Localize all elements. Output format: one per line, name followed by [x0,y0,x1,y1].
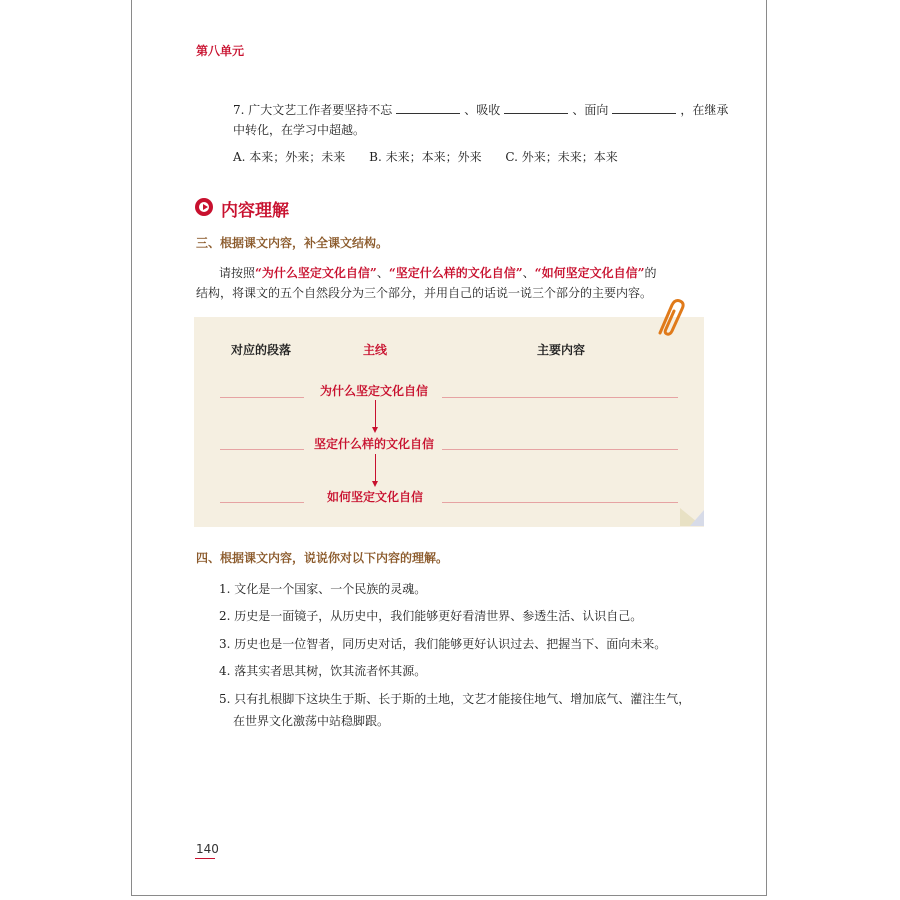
flow-line-2 [375,454,376,482]
question-3-intro [219,262,657,284]
mainline-what: 坚定什么样的文化自信 [314,437,435,451]
page-number: 140 [196,842,219,856]
paragraph-blank-3[interactable] [220,502,304,503]
intro-start: 请按照 [219,266,256,280]
content-blank-2[interactable] [442,449,678,450]
question-7 [233,99,728,121]
phrase-why: “为什么坚定文化自信” [255,266,377,280]
q7-line-2: 中转化，在学习中超越。 [233,123,366,137]
list-item: 2. 历史是一面镜子，从历史中，我们能够更好看清世界、参透生活、认识自己。 [219,609,643,623]
option-b[interactable]: B. 未来；本来；外来 [369,150,482,164]
intro-sep-2: 、 [522,266,535,280]
list-item: 4. 落其实者思其树，饮其流者怀其源。 [219,664,427,678]
q7-number: 7. [233,103,245,117]
list-item: 5. 只有扎根脚下这块生于斯、长于斯的土地，文艺才能接住地气、增加底气、灌注生气， [219,692,691,706]
question-4-heading: 四、根据课文内容，说说你对以下内容的理解。 [196,551,449,565]
blank-2[interactable] [504,99,568,114]
down-arrow-icon [372,427,378,433]
blank-3[interactable] [612,99,676,114]
down-arrow-icon [372,481,378,487]
unit-label: 第八单元 [196,44,245,58]
col-header-content: 主要内容 [537,343,586,357]
q7-text-3: 、面向 [572,103,609,117]
list-item: 3. 历史也是一位智者，同历史对话，我们能够更好认识过去、把握当下、面向未来。 [219,637,667,651]
intro-sep-1: 、 [376,266,389,280]
blank-1[interactable] [396,99,460,114]
option-c[interactable]: C. 外来；未来；本来 [505,150,618,164]
intro-end: 的 [644,266,657,280]
q7-options [233,148,638,165]
col-header-mainline: 主线 [363,343,388,357]
phrase-what: “坚定什么样的文化自信” [388,266,523,280]
play-triangle-icon [203,204,208,210]
content-blank-1[interactable] [442,397,678,398]
section-title: 内容理解 [221,201,289,221]
page-number-underline [195,858,215,859]
paragraph-blank-1[interactable] [220,397,304,398]
col-header-paragraph: 对应的段落 [231,343,292,357]
list-item-continued: 在世界文化激荡中站稳脚跟。 [233,714,390,728]
paragraph-blank-2[interactable] [220,449,304,450]
q7-text-1: 广大文艺工作者要坚持不忘 [248,103,393,117]
question-3-heading: 三、根据课文内容，补全课文结构。 [196,236,389,250]
content-blank-3[interactable] [442,502,678,503]
flow-line-1 [375,400,376,428]
q7-text-2: 、吸收 [464,103,501,117]
q7-text-4: ，在继承 [680,103,729,117]
list-item: 1. 文化是一个国家、一个民族的灵魂。 [219,582,427,596]
mainline-how: 如何坚定文化自信 [327,490,424,504]
phrase-how: “如何坚定文化自信” [534,266,645,280]
paperclip-icon [652,297,688,339]
mainline-why: 为什么坚定文化自信 [320,384,429,398]
question-3-intro-line-2: 结构，将课文的五个自然段分为三个部分，并用自己的话说一说三个部分的主要内容。 [196,286,653,300]
option-a[interactable]: A. 本来；外来；未来 [233,150,346,164]
